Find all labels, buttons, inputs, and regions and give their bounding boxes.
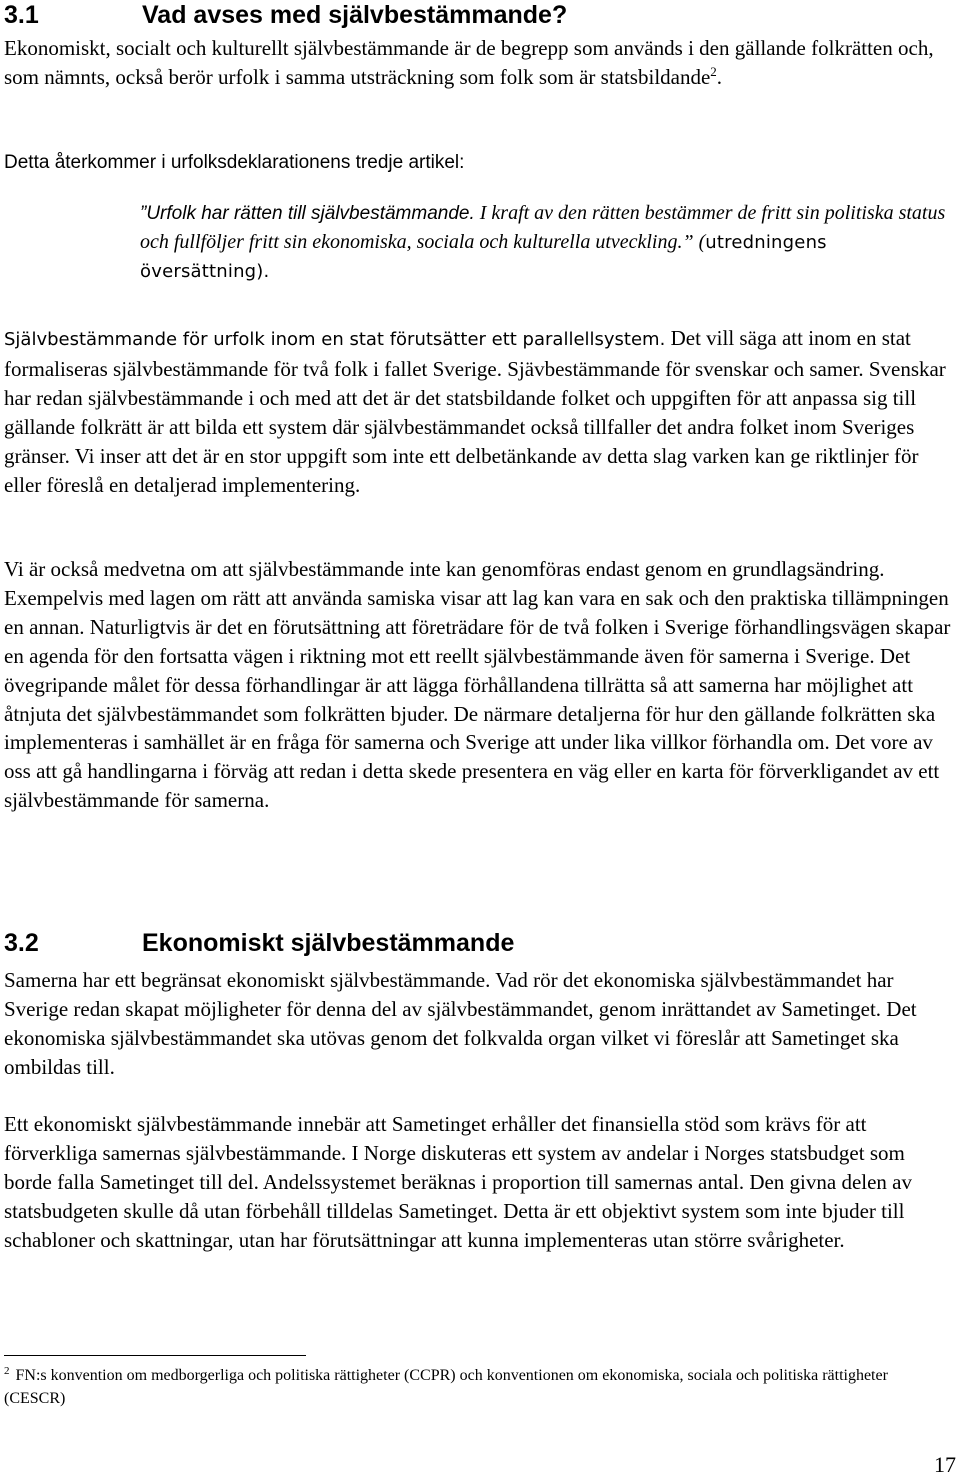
- declaration-quote: [140, 199, 955, 286]
- page-number: 17: [934, 1452, 956, 1477]
- section-heading-3-2: [4, 928, 514, 958]
- footnote-reference[interactable]: 2: [710, 63, 717, 79]
- paragraph-economic-selfdetermination: Samerna har ett begränsat ekonomiskt självbestämmande. Vad rör det ekonomiska självbestämmandet har Sverige redan skapat möjligheter för denna del av självbestämmandet, genom inrättandet av Sametinget. Det ekonomiska självbestämmandet ska utövas genom det folkvalda organ vilket vi föreslår att Sametinget ska ombildas till.: [4, 968, 917, 1079]
- section-number: 3.2: [4, 929, 39, 957]
- quote-continuation: I kraft av den rätten bestämmer de fritt sin politiska status och fullföljer fritt sin ekonomiska, sociala och kulturella utveckling.” (: [140, 202, 946, 253]
- quote-intro-line: Detta återkommer i urfolksdeklarationens tredje artikel:: [4, 152, 465, 173]
- paragraph-negotiations: Vi är också medvetna om att självbestämmande inte kan genomföras endast genom en grundlagsändring. Exempelvis med lagen om rätt att använda samiska visar att lag kan vara en sak och den praktiska tillämpningen en annan. Naturligtvis är det en förutsättning att företrädare för de två folken i Sverige förhandlingsvägen skapar en agenda för den fortsatta vägen i riktning mot ett reellt självbestämmande även för samerna i Sverige. Det övegripande målet för dessa förhandlingar är att lägga förhållandena tillrätta så att samerna har möjlighet att åtnjuta det självbestämmandet som folkrätten bjuder. De närmare detaljerna för hur den gällande folkrätten ska implementeras i samhället är en fråga för samerna och Sverige att under lika villkor förhandla om. Det vore av oss att gå handlingarna i förväg att redan i detta skede presentera en väg eller en karta för förverkligandet av ett självbestämmande för samerna.: [4, 557, 951, 813]
- section-heading-3-1: [4, 0, 567, 30]
- section-number: 3.1: [4, 1, 39, 29]
- section-title: Ekonomiskt självbestämmande: [142, 929, 515, 957]
- section-title: Vad avses med självbestämmande?: [142, 1, 568, 29]
- paragraph-lead: Självbestämmande för urfolk inom en stat förutsätter ett parallellsystem.: [4, 329, 666, 350]
- paragraph-parallel-system: [4, 324, 956, 499]
- footnote-text: FN:s konvention om medborgerliga och politiska rättigheter (CCPR) och konventionen om ekonomiska, sociala och politiska rättigheter (CESCR): [4, 1367, 888, 1407]
- quote-opening: ”Urfolk har rätten till självbestämmande.: [140, 203, 475, 224]
- paragraph-body: Det vill säga att inom en stat formaliseras självbestämmande för två folk i fallet Sverige. Sjävbestämmande för svenskar och samer. Svenskar har redan självbestämmande i och med att det är det statsbildande folket och uppgiften för att anpassa sig till gällande folkrätt är att bilda ett system där självbestämmandet också tillfaller det andra folket inom Sveriges gränser. Vi inser att det är en stor uppgift som inte ett delbetänkande av detta slag varken kan ge riktlinjer för eller föreslå en detaljerad implementering.: [4, 326, 946, 497]
- footnote-marker: 2: [4, 1364, 10, 1377]
- paragraph-financial-support: Ett ekonomiskt självbestämmande innebär att Sametinget erhåller det finansiella stöd som krävs för att förverkliga samernas självbestämmande. I Norge diskuteras ett system av andelar i Norges statsbudget som borde falla Sametinget till del. Andelssystemet beräknas i proportion till samernas antal. Den givna delen av statsbudgeten skulle då utan förbehåll tilldelas Sametinget. Detta är ett objektivt system som inte bjuder till schabloner och skattningar, utan har förutsättningar att kunna implementeras utan större svårigheter.: [4, 1112, 913, 1252]
- footnote: [4, 1364, 944, 1410]
- footnote-separator: [4, 1355, 306, 1356]
- translation-note: utredningens översättning).: [140, 232, 827, 282]
- paragraph-selfdetermination-intro: Ekonomiskt, socialt och kulturellt självbestämmande är de begrepp som används i den gällande folkrätten och, som nämnts, också berör urfolk i samma utsträckning som folk som är statsbildande$^2$.: [4, 36, 934, 89]
